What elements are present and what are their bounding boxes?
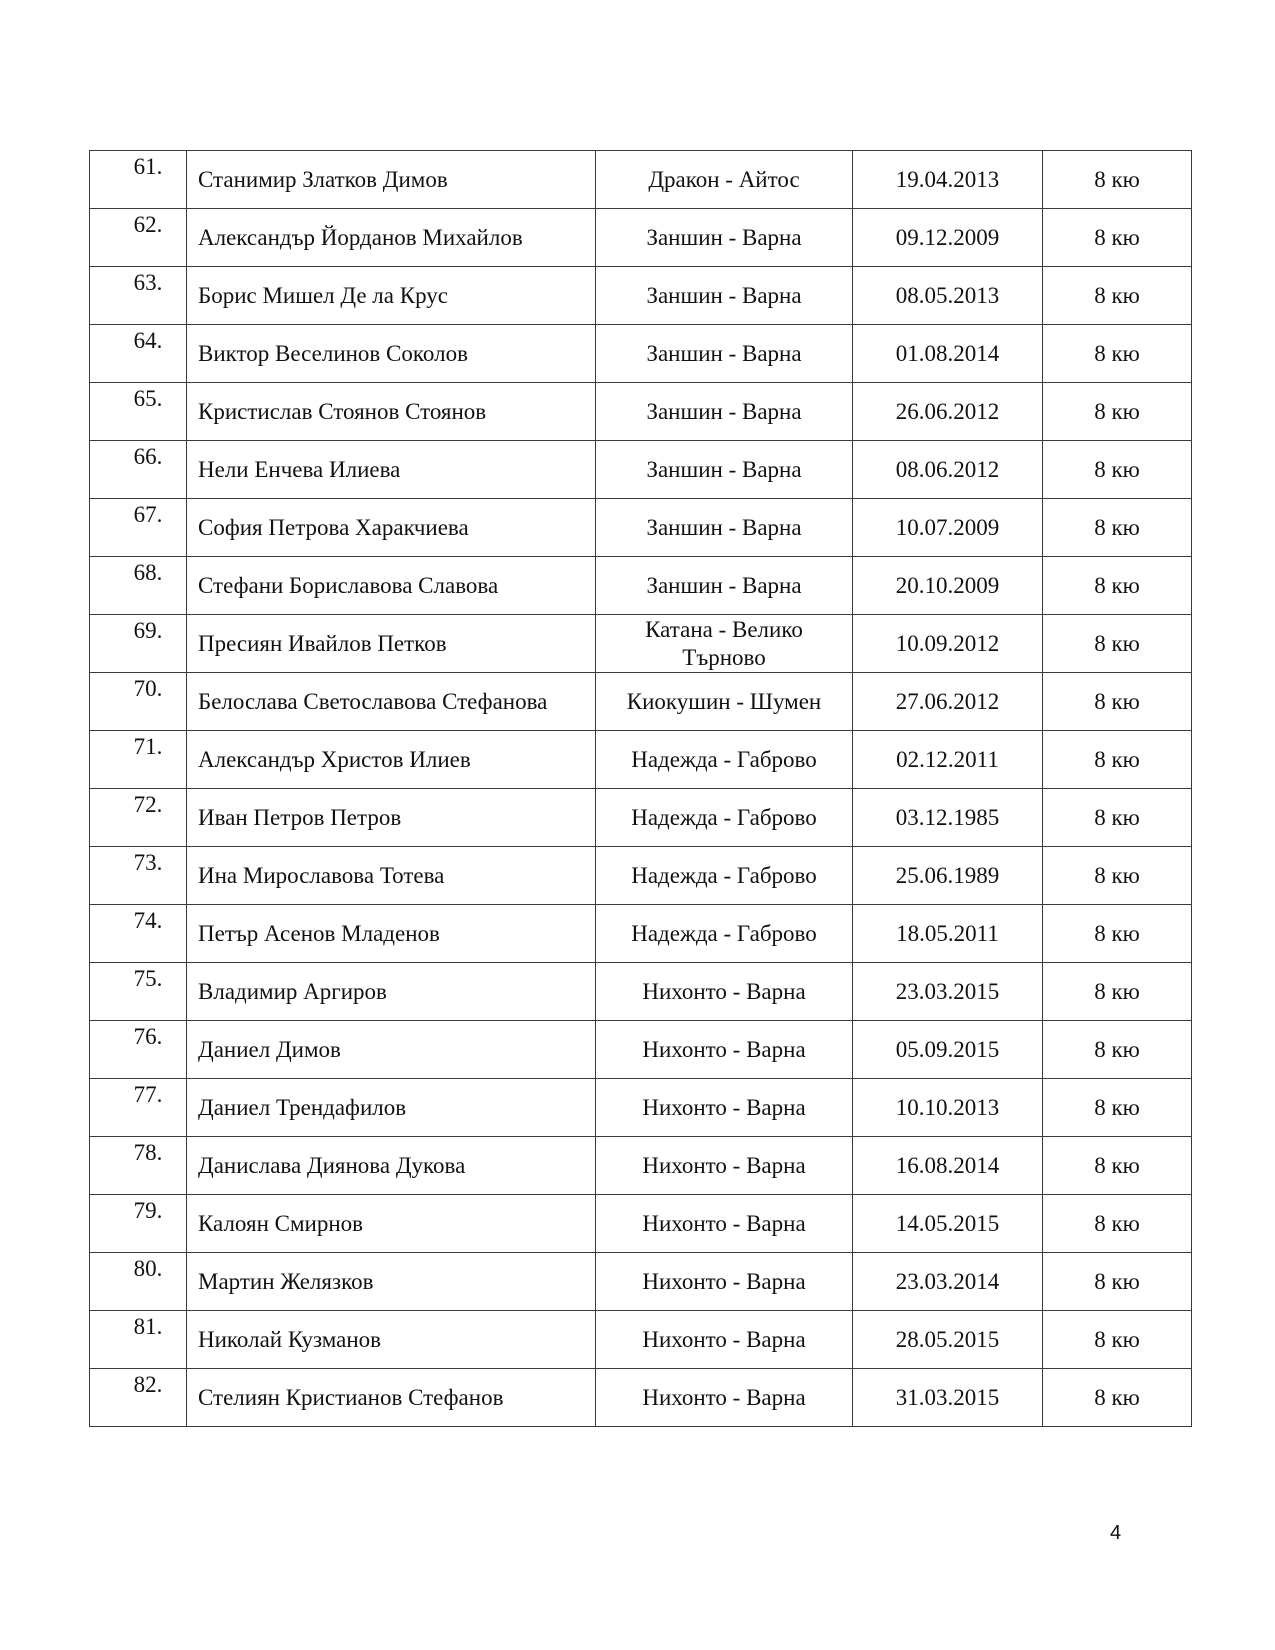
table-row (90, 731, 1192, 789)
birth-date-cell: 10.09.2012 (853, 615, 1043, 673)
club-cell: Нихонто - Варна (596, 1021, 853, 1079)
table-row (90, 499, 1192, 557)
birth-date-cell: 23.03.2014 (853, 1253, 1043, 1311)
birth-date-cell: 02.12.2011 (853, 731, 1043, 789)
rank-cell: 8 кю (1043, 499, 1192, 557)
name-cell: Станимир Златков Димов (187, 151, 596, 209)
rank-cell: 8 кю (1043, 441, 1192, 499)
club-cell: Надежда - Габрово (596, 847, 853, 905)
name-cell: Виктор Веселинов Соколов (187, 325, 596, 383)
row-number-cell: 64. (90, 325, 187, 383)
table-row (90, 963, 1192, 1021)
club-cell: Киокушин - Шумен (596, 673, 853, 731)
birth-date-cell: 20.10.2009 (853, 557, 1043, 615)
row-number-cell: 79. (90, 1195, 187, 1253)
row-number-cell: 77. (90, 1079, 187, 1137)
table-row (90, 267, 1192, 325)
rank-cell: 8 кю (1043, 1195, 1192, 1253)
table-row (90, 1369, 1192, 1427)
table-row (90, 151, 1192, 209)
rank-cell: 8 кю (1043, 209, 1192, 267)
name-cell: Александър Йорданов Михайлов (187, 209, 596, 267)
birth-date-cell: 05.09.2015 (853, 1021, 1043, 1079)
table-row (90, 1021, 1192, 1079)
row-number-cell: 67. (90, 499, 187, 557)
table-row (90, 209, 1192, 267)
rank-cell: 8 кю (1043, 383, 1192, 441)
rank-cell: 8 кю (1043, 1021, 1192, 1079)
rank-cell: 8 кю (1043, 1137, 1192, 1195)
birth-date-cell: 01.08.2014 (853, 325, 1043, 383)
row-number-cell: 76. (90, 1021, 187, 1079)
row-number-cell: 71. (90, 731, 187, 789)
birth-date-cell: 08.05.2013 (853, 267, 1043, 325)
rank-cell: 8 кю (1043, 267, 1192, 325)
club-cell: Заншин - Варна (596, 267, 853, 325)
club-cell: Надежда - Габрово (596, 731, 853, 789)
table-row (90, 1079, 1192, 1137)
name-cell: Петър Асенов Младенов (187, 905, 596, 963)
birth-date-cell: 09.12.2009 (853, 209, 1043, 267)
birth-date-cell: 10.07.2009 (853, 499, 1043, 557)
row-number-cell: 62. (90, 209, 187, 267)
row-number-cell: 78. (90, 1137, 187, 1195)
table-row (90, 441, 1192, 499)
row-number-cell: 74. (90, 905, 187, 963)
rank-cell: 8 кю (1043, 905, 1192, 963)
name-cell: Иван Петров Петров (187, 789, 596, 847)
club-cell: Заншин - Варна (596, 209, 853, 267)
birth-date-cell: 08.06.2012 (853, 441, 1043, 499)
table-row (90, 789, 1192, 847)
row-number-cell: 66. (90, 441, 187, 499)
table-row (90, 1311, 1192, 1369)
club-cell: Заншин - Варна (596, 557, 853, 615)
row-number-cell: 69. (90, 615, 187, 673)
row-number-cell: 61. (90, 151, 187, 209)
birth-date-cell: 03.12.1985 (853, 789, 1043, 847)
rank-cell: 8 кю (1043, 557, 1192, 615)
name-cell: Ина Мирославова Тотева (187, 847, 596, 905)
rank-cell: 8 кю (1043, 673, 1192, 731)
name-cell: Данислава Диянова Дукова (187, 1137, 596, 1195)
name-cell: Даниел Димов (187, 1021, 596, 1079)
birth-date-cell: 28.05.2015 (853, 1311, 1043, 1369)
club-cell: Нихонто - Варна (596, 1137, 853, 1195)
table-row (90, 1253, 1192, 1311)
club-cell: Нихонто - Варна (596, 1253, 853, 1311)
rank-cell: 8 кю (1043, 731, 1192, 789)
table-row (90, 847, 1192, 905)
club-cell: Катана - Велико Търново (596, 615, 853, 673)
birth-date-cell: 16.08.2014 (853, 1137, 1043, 1195)
birth-date-cell: 31.03.2015 (853, 1369, 1043, 1427)
club-cell: Нихонто - Варна (596, 1369, 853, 1427)
club-cell: Заншин - Варна (596, 325, 853, 383)
rank-cell: 8 кю (1043, 151, 1192, 209)
name-cell: Пресиян Ивайлов Петков (187, 615, 596, 673)
name-cell: Кристислав Стоянов Стоянов (187, 383, 596, 441)
birth-date-cell: 26.06.2012 (853, 383, 1043, 441)
birth-date-cell: 18.05.2011 (853, 905, 1043, 963)
rank-cell: 8 кю (1043, 789, 1192, 847)
table-row (90, 325, 1192, 383)
rank-cell: 8 кю (1043, 615, 1192, 673)
roster-body (90, 151, 1192, 1427)
club-cell: Нихонто - Варна (596, 963, 853, 1021)
table-row (90, 673, 1192, 731)
table-row (90, 383, 1192, 441)
birth-date-cell: 19.04.2013 (853, 151, 1043, 209)
row-number-cell: 65. (90, 383, 187, 441)
rank-cell: 8 кю (1043, 963, 1192, 1021)
name-cell: Николай Кузманов (187, 1311, 596, 1369)
name-cell: Белослава Светославова Стефанова (187, 673, 596, 731)
club-cell: Дракон - Айтос (596, 151, 853, 209)
row-number-cell: 75. (90, 963, 187, 1021)
club-cell: Нихонто - Варна (596, 1079, 853, 1137)
rank-cell: 8 кю (1043, 847, 1192, 905)
rank-cell: 8 кю (1043, 1369, 1192, 1427)
name-cell: Александър Христов Илиев (187, 731, 596, 789)
row-number-cell: 82. (90, 1369, 187, 1427)
page-number: 4 (1110, 1522, 1122, 1544)
row-number-cell: 70. (90, 673, 187, 731)
table-row (90, 557, 1192, 615)
club-cell: Нихонто - Варна (596, 1195, 853, 1253)
rank-cell: 8 кю (1043, 325, 1192, 383)
name-cell: Владимир Аргиров (187, 963, 596, 1021)
club-cell: Надежда - Габрово (596, 789, 853, 847)
table-row (90, 1137, 1192, 1195)
row-number-cell: 68. (90, 557, 187, 615)
table-row (90, 1195, 1192, 1253)
birth-date-cell: 10.10.2013 (853, 1079, 1043, 1137)
row-number-cell: 72. (90, 789, 187, 847)
club-cell: Заншин - Варна (596, 383, 853, 441)
name-cell: Нели Енчева Илиева (187, 441, 596, 499)
rank-cell: 8 кю (1043, 1311, 1192, 1369)
rank-cell: 8 кю (1043, 1079, 1192, 1137)
club-cell: Нихонто - Варна (596, 1311, 853, 1369)
table-row (90, 905, 1192, 963)
table-row (90, 615, 1192, 673)
name-cell: Борис Мишел Де ла Крус (187, 267, 596, 325)
name-cell: Мартин Желязков (187, 1253, 596, 1311)
club-cell: Заншин - Варна (596, 441, 853, 499)
rank-cell: 8 кю (1043, 1253, 1192, 1311)
name-cell: Даниел Трендафилов (187, 1079, 596, 1137)
club-cell: Заншин - Варна (596, 499, 853, 557)
name-cell: Стефани Бориславова Славова (187, 557, 596, 615)
birth-date-cell: 25.06.1989 (853, 847, 1043, 905)
birth-date-cell: 14.05.2015 (853, 1195, 1043, 1253)
club-cell: Надежда - Габрово (596, 905, 853, 963)
row-number-cell: 80. (90, 1253, 187, 1311)
birth-date-cell: 27.06.2012 (853, 673, 1043, 731)
row-number-cell: 73. (90, 847, 187, 905)
name-cell: Стелиян Кристианов Стефанов (187, 1369, 596, 1427)
roster-table (89, 150, 1192, 1427)
row-number-cell: 81. (90, 1311, 187, 1369)
birth-date-cell: 23.03.2015 (853, 963, 1043, 1021)
row-number-cell: 63. (90, 267, 187, 325)
name-cell: София Петрова Харакчиева (187, 499, 596, 557)
name-cell: Калоян Смирнов (187, 1195, 596, 1253)
